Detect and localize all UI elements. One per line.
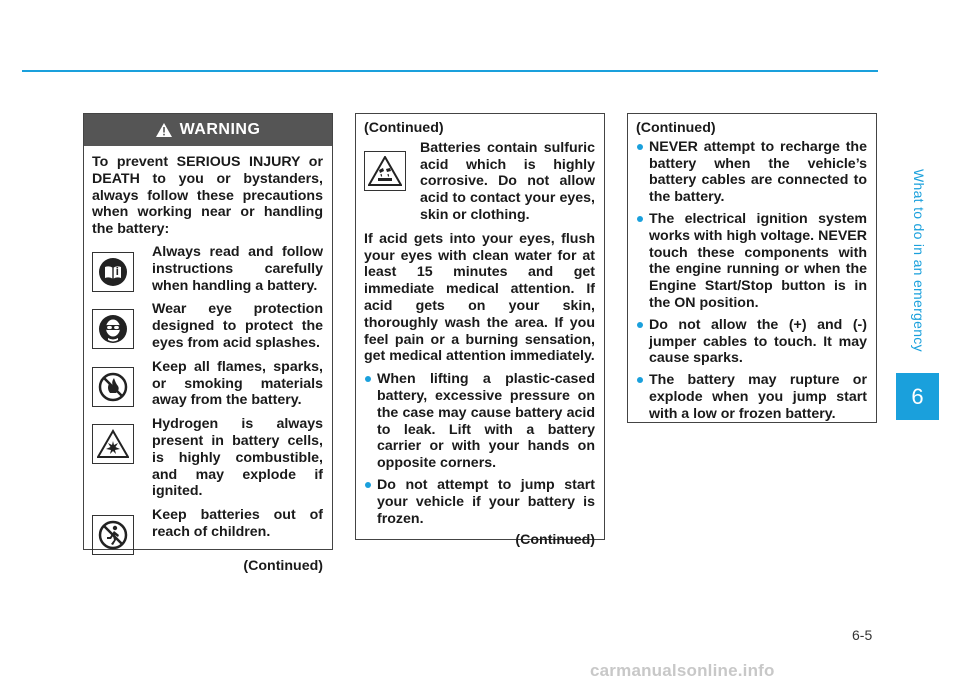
precaution-text: Keep all flames, sparks, or smoking materials away from the battery. <box>152 358 323 409</box>
warning-intro: To prevent SERIOUS INJURY or DEATH to you or bystanders, always follow these precautions when working near or handling the battery: <box>92 154 323 238</box>
read-manual-icon <box>92 252 134 292</box>
header-rule <box>22 70 878 72</box>
precaution-item <box>92 359 323 409</box>
bullet-item: The electrical ignition system works with high voltage. NEVER touch these components with the engine running or when the Engine Start/Stop button is in the ON position. <box>636 211 867 312</box>
precaution-item <box>92 244 323 294</box>
continued-label: (Continued) <box>636 120 716 136</box>
bullet-item: When lifting a plastic-cased battery, excessive pressure on the case may cause battery acid to leak. Lift with a battery carrier or with your hands on opposite corners. <box>364 371 595 472</box>
warning-label: WARNING <box>179 120 261 138</box>
acid-first-aid-text: If acid gets into your eyes, flush your eyes with clean water for at least 15 minutes and get immediate medical attention. If acid gets on your skin, thoroughly wash the area. If you feel pain or a burning sensation, get medical attention immediately. <box>364 230 595 365</box>
page-number: 6-5 <box>852 627 873 643</box>
section-title: What to do in an emergency <box>911 168 927 352</box>
no-flame-icon <box>92 367 134 407</box>
continued-label: (Continued) <box>515 532 595 549</box>
continued-label: (Continued) <box>364 120 444 136</box>
chapter-tab[interactable]: 6 <box>896 373 939 420</box>
warning-triangle-icon <box>156 123 172 137</box>
precaution-text: Always read and follow instructions carefully when handling a battery. <box>152 243 323 294</box>
keep-away-children-icon <box>92 515 134 555</box>
bullet-item: The battery may rupture or explode when you jump start with a low or frozen battery. <box>636 372 867 422</box>
acid-warning-text: Batteries contain sulfuric acid which is highly corrosive. Do not allow acid to contact your eyes, skin or clothing. <box>420 139 595 223</box>
bullet-item: Do not allow the (+) and (-) jumper cables to touch. It may cause sparks. <box>636 317 867 367</box>
bullet-item: Do not attempt to jump start your vehicle if your battery is frozen. <box>364 477 595 527</box>
warning-panel-continued <box>355 113 605 549</box>
warning-header <box>84 114 332 146</box>
warning-panel <box>83 113 333 575</box>
precaution-item <box>92 301 323 351</box>
precaution-text: Wear eye protection designed to protect the eyes from acid splashes. <box>152 301 323 351</box>
bullet-item: NEVER attempt to recharge the battery when the vehicle’s battery cables are connected to the battery. <box>636 139 867 206</box>
corrosive-icon <box>364 151 406 191</box>
watermark: carmanualsonline.info <box>590 661 775 680</box>
precaution-text: Keep batteries out of reach of children. <box>152 507 323 540</box>
precaution-item <box>364 140 595 224</box>
warning-panel-continued-2 <box>627 113 877 423</box>
precaution-item <box>92 507 323 555</box>
explosive-icon <box>92 424 134 464</box>
continued-label: (Continued) <box>243 558 323 575</box>
precaution-item <box>92 416 323 500</box>
precaution-text: Hydrogen is always present in battery cells, is highly combustible, and may explode if ignited. <box>152 416 323 500</box>
eye-protection-icon <box>92 309 134 349</box>
